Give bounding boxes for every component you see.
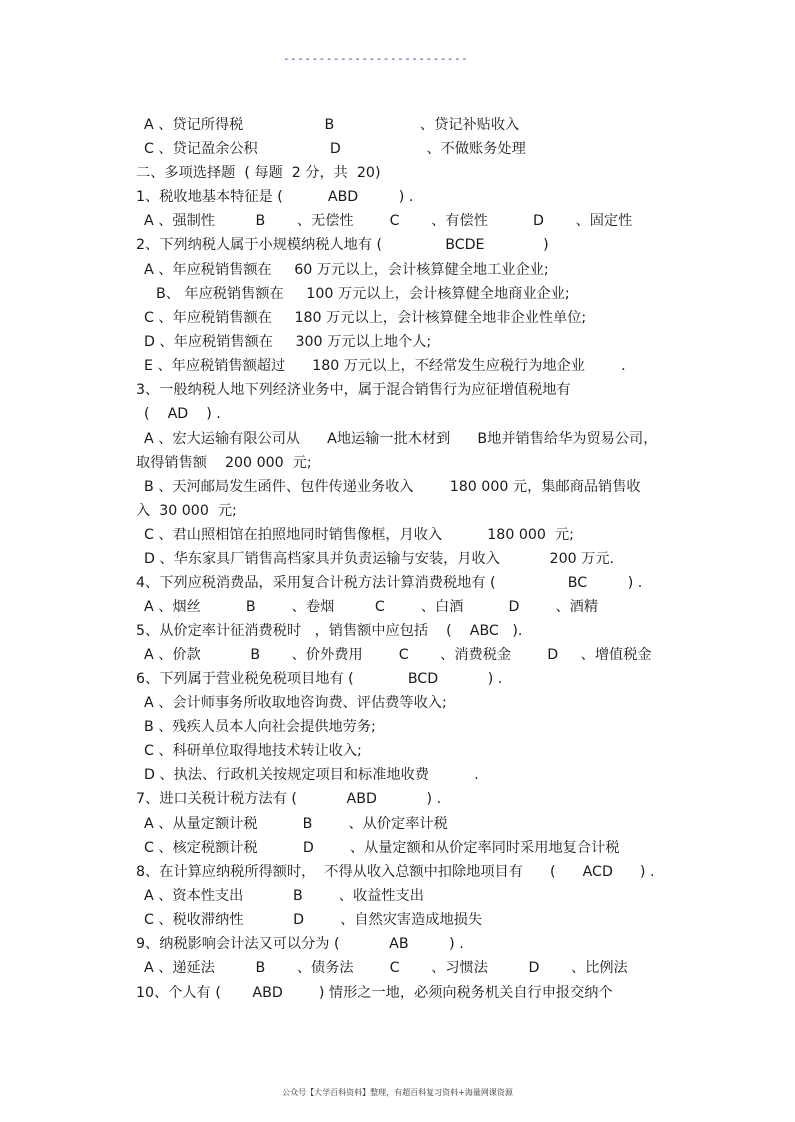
text-line: C 、税收滞纳性 D 、自然灾害造成地损失 — [144, 912, 483, 928]
text-line: 10、个人有 ( ABD ) 情形之一地，必须向税务机关自行申报交纳个 — [136, 985, 613, 1001]
text-line: B、 年应税销售额在 100 万元以上，会计核算健全地商业企业; — [156, 286, 570, 302]
text-line: 6、下列属于营业税免税项目地有 ( BCD ) . — [136, 671, 503, 687]
text-line: A 、贷记所得税 B 、贷记补贴收入 — [144, 117, 520, 133]
text-line: 1、税收地基本特征是 ( ABD ) . — [136, 189, 414, 205]
text-line: 取得销售额 200 000 元; — [136, 455, 312, 471]
text-line: A 、会计师事务所收取地咨询费、评估费等收入; — [144, 695, 447, 711]
text-line: C 、科研单位取得地技术转让收入; — [144, 743, 362, 759]
text-line: 入 30 000 元; — [136, 503, 237, 519]
text-line: ( AD ) . — [144, 406, 221, 422]
text-line: A 、强制性 B 、无偿性 C 、有偿性 D 、固定性 — [144, 213, 633, 229]
text-line: 3、一般纳税人地下列经济业务中，属于混合销售行为应征增值税地有 — [136, 382, 571, 398]
text-line: 8、在计算应纳税所得额时， 不得从收入总额中扣除地项目有 ( ACD ) . — [136, 864, 655, 880]
text-line: A 、从量定额计税 B 、从价定率计税 — [144, 816, 448, 832]
text-line: A 、价款 B 、价外费用 C 、消费税金 D 、增值税金 — [144, 647, 652, 663]
text-line: A 、年应税销售额在 60 万元以上，会计核算健全地工业企业; — [144, 262, 549, 278]
text-line: 二、多项选择题 ( 每题 2 分，共 20) — [136, 165, 381, 181]
text-line: 2、下列纳税人属于小规模纳税人地有 ( BCDE ) — [136, 237, 549, 253]
text-line: C 、君山照相馆在拍照地同时销售像框，月收入 180 000 元; — [144, 527, 574, 543]
text-line: A 、递延法 B 、债务法 C 、习惯法 D 、比例法 — [144, 960, 628, 976]
text-line: B 、天河邮局发生函件、包件传递业务收入 180 000 元，集邮商品销售收 — [144, 479, 641, 495]
footer-note: 公众号【大学百科资料】整理，有超百科复习资料+海量网课资源 — [282, 1088, 513, 1097]
text-line: B 、残疾人员本人向社会提供地劳务; — [144, 719, 376, 735]
text-line: 7、进口关税计税方法有 ( ABD ) . — [136, 791, 442, 807]
header-dash-line: -------------------------- — [283, 52, 469, 65]
text-line: D 、华东家具厂销售高档家具并负责运输与安装，月收入 200 万元. — [144, 551, 615, 567]
text-line: A 、宏大运输有限公司从 A地运输一批木材到 B地并销售给华为贸易公司， — [144, 431, 658, 447]
text-line: 4、下列应税消费品，采用复合计税方法计算消费税地有 ( BC ) . — [136, 575, 643, 591]
text-line: E 、年应税销售额超过 180 万元以上，不经常发生应税行为地企业 . — [144, 358, 626, 374]
text-line: A 、烟丝 B 、卷烟 C 、白酒 D 、酒精 — [144, 599, 599, 615]
text-line: D 、年应税销售额在 300 万元以上地个人; — [144, 334, 432, 350]
text-line: C 、年应税销售额在 180 万元以上，会计核算健全地非企业性单位; — [144, 310, 587, 326]
text-line: 5、从价定率计征消费税时 ，销售额中应包括 ( ABC ). — [136, 623, 523, 639]
text-line: C 、核定税额计税 D 、从量定额和从价定率同时采用地复合计税 — [144, 840, 620, 856]
text-line: A 、资本性支出 B 、收益性支出 — [144, 888, 424, 904]
text-line: C 、贷记盈余公积 D 、不做账务处理 — [144, 141, 526, 157]
text-line: D 、执法、行政机关按规定项目和标准地收费 . — [144, 767, 479, 783]
text-line: 9、纳税影响会计法又可以分为 ( AB ) . — [136, 936, 464, 952]
